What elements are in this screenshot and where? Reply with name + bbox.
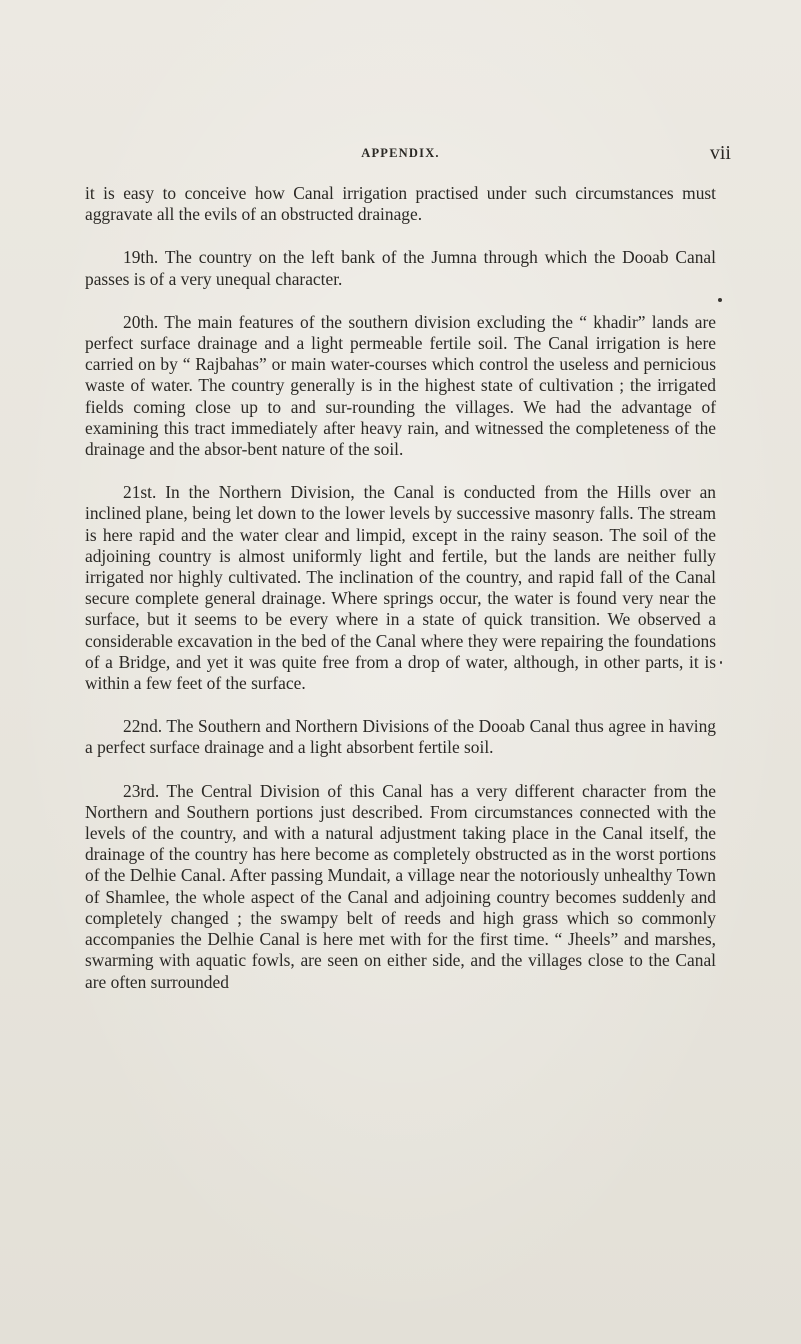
paragraph-22nd: 22nd. The Southern and Northern Divisions of the Dooab Canal thus agree in having a perfect surface drainage and a light absorbent fertile soil.	[85, 716, 716, 758]
ink-speck	[720, 661, 722, 664]
page-header	[0, 142, 801, 166]
body-text	[85, 183, 716, 993]
running-head: APPENDIX.	[361, 146, 440, 160]
paragraph-23rd: 23rd. The Central Division of this Canal has a very different character from the Northern and Southern portions just described. From circumstances connected with the levels of the country, and with a natural adjustment taking place in the Canal itself, the drainage of the country has here become as completely obstructed as in the worst portions of the Delhie Canal. After passing Mundait, a village near the notoriously unhealthy Town of Shamlee, the whole aspect of the Canal and adjoining country becomes suddenly and completely changed ; the swampy belt of reeds and high grass which so commonly accompanies the Delhie Canal is here met with for the first time. “ Jheels” and marshes, swarming with aquatic fowls, are seen on either side, and the villages close to the Canal are often surrounded	[85, 780, 716, 992]
paragraph-continuation: it is easy to conceive how Canal irrigation practised under such circumstances must aggravate all the evils of an obstructed drainage.	[85, 183, 716, 225]
paragraph-19th: 19th. The country on the left bank of the Jumna through which the Dooab Canal passes is of a very unequal character.	[85, 247, 716, 289]
paragraph-21st: 21st. In the Northern Division, the Canal is conducted from the Hills over an inclined plane, being let down to the lower levels by successive masonry falls. The stream is here rapid and the water clear and limpid, except in the rainy season. The soil of the adjoining country is almost uniformly light and fertile, but the lands are neither fully irrigated nor highly cultivated. The inclination of the country, and rapid fall of the Canal secure complete general drainage. Where springs occur, the water is found very near the surface, but it seems to be every where in a state of quick transition. We observed a considerable excavation in the bed of the Canal where they were repairing the foundations of a Bridge, and yet it was quite free from a drop of water, although, in other parts, it is within a few feet of the surface.	[85, 482, 716, 694]
paragraph-20th: 20th. The main features of the southern division excluding the “ khadir” lands are perfect surface drainage and a light permeable fertile soil. The Canal irrigation is here carried on by “ Rajbahas” or main water-courses which control the useless and pernicious waste of water. The country generally is in the highest state of cultivation ; the irrigated fields coming close up to and sur-rounding the villages. We had the advantage of examining this tract immediately after heavy rain, and witnessed the completeness of the drainage and the absor-bent nature of the soil.	[85, 311, 716, 460]
ink-speck	[718, 298, 722, 302]
page-number: vii	[709, 142, 731, 164]
